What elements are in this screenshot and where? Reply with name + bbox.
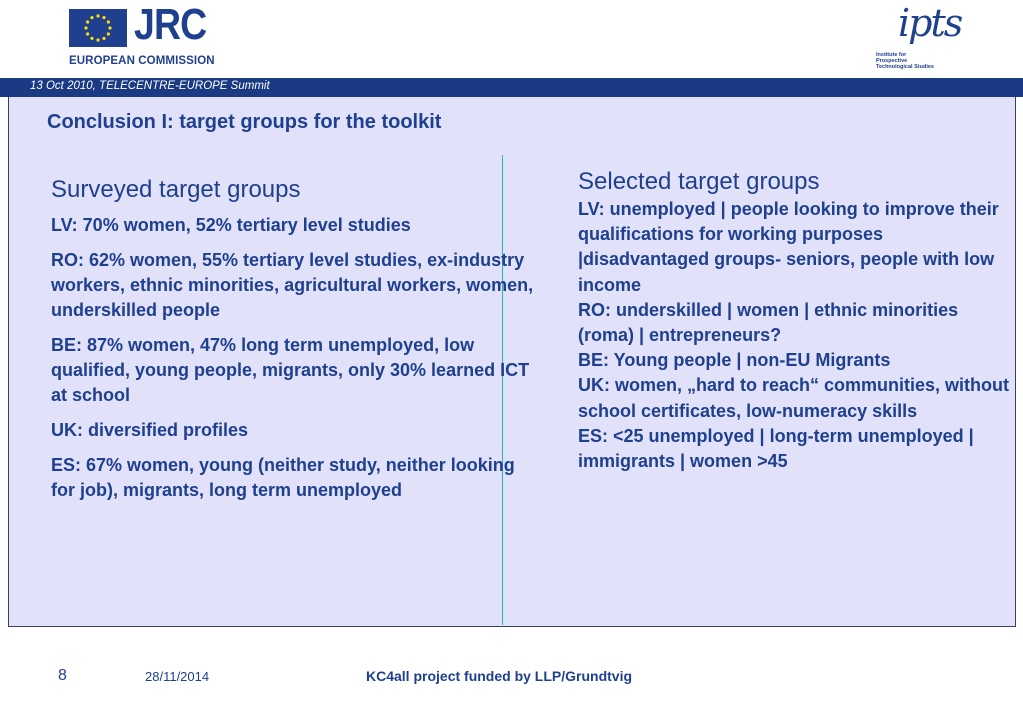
selected-item: LV: unemployed | people looking to improve their qualifications for working purposes |disadvantaged groups- seniors, people with low income bbox=[578, 199, 999, 295]
footer-date: 28/11/2014 bbox=[145, 669, 210, 684]
eu-star-icon bbox=[86, 32, 89, 35]
surveyed-item: LV: 70% women, 52% tertiary level studies bbox=[51, 215, 411, 235]
ipts-logo-text: ipts bbox=[898, 1, 962, 45]
eu-flag-icon bbox=[69, 9, 127, 47]
eu-star-icon bbox=[107, 32, 110, 35]
european-commission-label: EUROPEAN COMMISSION bbox=[69, 55, 215, 67]
selected-item: RO: underskilled | women | ethnic minorities (roma) | entrepreneurs? bbox=[578, 299, 959, 346]
surveyed-item: BE: 87% women, 47% long term unemployed, low qualified, young people, migrants, only 30% learned ICT at school bbox=[51, 335, 530, 405]
eu-star-icon bbox=[102, 37, 105, 40]
selected-groups-heading: Selected target groups bbox=[578, 168, 820, 195]
surveyed-item: UK: diversified profiles bbox=[51, 420, 249, 440]
eu-star-icon bbox=[96, 38, 99, 41]
eu-star-icon bbox=[86, 20, 89, 23]
surveyed-groups-column bbox=[51, 175, 541, 513]
ipts-subtitle bbox=[876, 52, 966, 70]
jrc-logo bbox=[69, 0, 215, 67]
jrc-logo-text: JRC bbox=[134, 0, 207, 49]
eu-star-icon bbox=[102, 16, 105, 19]
eu-star-icon bbox=[107, 20, 110, 23]
surveyed-item: ES: 67% women, young (neither study, neither looking for job), migrants, long term unemployed bbox=[51, 455, 515, 500]
eu-star-icon bbox=[90, 16, 93, 19]
eu-star-icon bbox=[84, 26, 87, 29]
selected-item: ES: <25 unemployed | long-term unemployed | immigrants | women >45 bbox=[578, 425, 974, 472]
surveyed-groups-heading: Surveyed target groups bbox=[51, 176, 301, 203]
surveyed-item: RO: 62% women, 55% tertiary level studies, ex-industry workers, ethnic minorities, agricultural workers, women, underskilled people bbox=[51, 250, 534, 320]
header-band bbox=[0, 78, 1023, 97]
eu-star-icon bbox=[90, 37, 93, 40]
selected-item: BE: Young people | non-EU Migrants bbox=[578, 350, 891, 371]
ipts-subtitle-line: Institute for bbox=[876, 52, 907, 58]
page-number: 8 bbox=[58, 667, 67, 684]
ipts-logo bbox=[876, 1, 966, 74]
footer-note: KC4all project funded by LLP/Grundtvig bbox=[366, 668, 633, 684]
selected-groups-column bbox=[578, 167, 1018, 474]
ipts-subtitle-line: Technological Studies bbox=[876, 64, 934, 70]
eu-star-icon bbox=[108, 26, 111, 29]
eu-star-icon bbox=[96, 14, 99, 17]
event-label: 13 Oct 2010, TELECENTRE-EUROPE Summit bbox=[30, 80, 270, 92]
ipts-subtitle-line: Prospective bbox=[876, 58, 908, 64]
slide-title: Conclusion I: target groups for the toolkit bbox=[47, 111, 442, 133]
selected-item: UK: women, „hard to reach“ communities, without school certificates, low-numeracy skills bbox=[578, 375, 1010, 421]
content-panel bbox=[8, 97, 1016, 627]
